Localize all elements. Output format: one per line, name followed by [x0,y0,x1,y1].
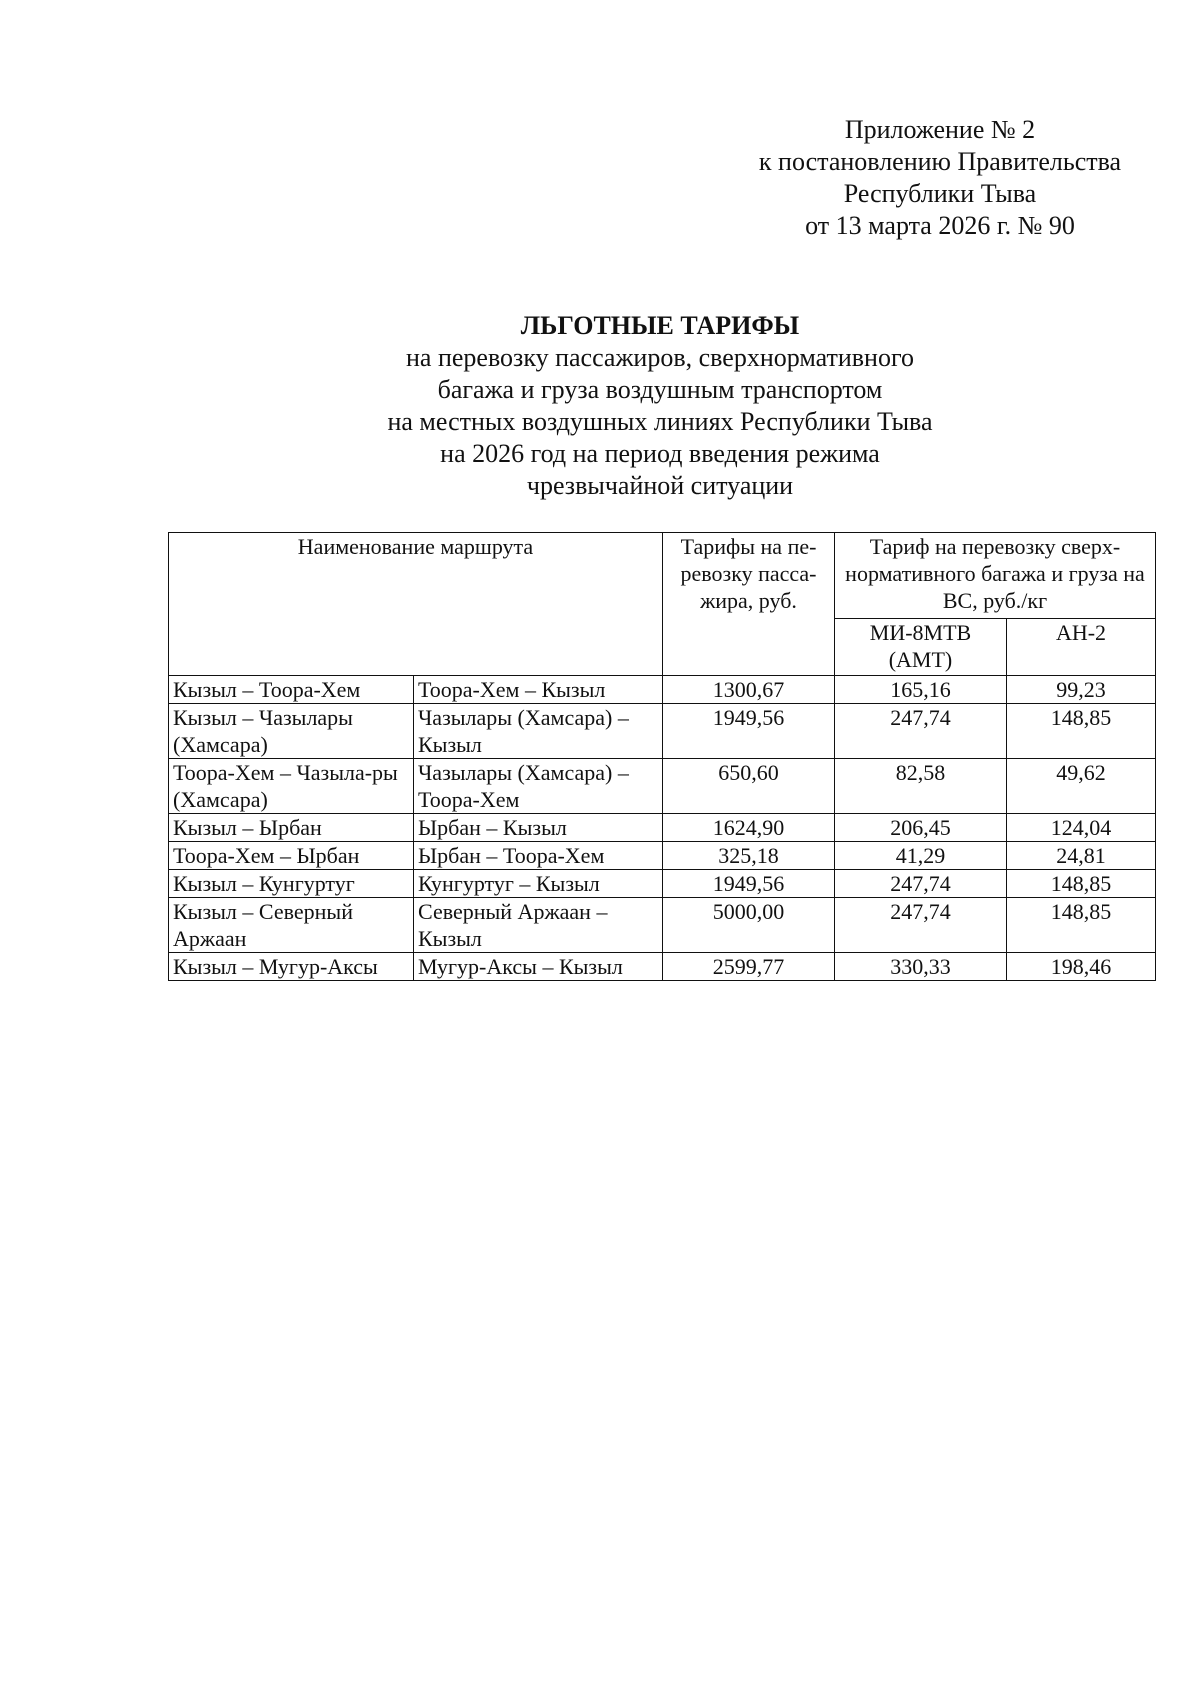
route-from: Кызыл – Мугур-Аксы [169,953,414,981]
header-passenger-tariff: Тарифы на пе-ревозку пасса-жира, руб. [663,533,835,676]
table-row [169,759,1156,814]
appendix-resolution: к постановлению Правительства [758,147,1122,176]
route-from: Кызыл – Северный Аржаан [169,898,414,953]
route-from: Кызыл – Тоора-Хем [169,676,414,704]
route-to: Ырбан – Кызыл [414,814,663,842]
title-line-1: на перевозку пассажиров, сверхнормативного [406,343,914,372]
appendix-number: Приложение № 2 [844,115,1036,144]
mi8-tariff: 165,16 [835,676,1007,704]
header-mi8: МИ-8МТВ (АМТ) [835,619,1007,676]
mi8-tariff: 82,58 [835,759,1007,814]
an2-tariff: 148,85 [1007,898,1156,953]
appendix-date: от 13 марта 2026 г. № 90 [805,211,1075,240]
passenger-tariff: 1300,67 [663,676,835,704]
table-row [169,898,1156,953]
appendix-header [740,114,1140,242]
tariffs-table [168,532,1156,981]
table-row [169,676,1156,704]
mi8-tariff: 206,45 [835,814,1007,842]
route-from: Кызыл – Кунгуртуг [169,870,414,898]
mi8-tariff: 247,74 [835,704,1007,759]
route-to: Тоора-Хем – Кызыл [414,676,663,704]
an2-tariff: 124,04 [1007,814,1156,842]
route-to: Кунгуртуг – Кызыл [414,870,663,898]
an2-tariff: 148,85 [1007,870,1156,898]
mi8-tariff: 41,29 [835,842,1007,870]
title-line-3: на местных воздушных линиях Республики Тыва [387,407,933,436]
an2-tariff: 198,46 [1007,953,1156,981]
passenger-tariff: 2599,77 [663,953,835,981]
table-row [169,704,1156,759]
route-to: Чазылары (Хамсара) – Кызыл [414,704,663,759]
header-cargo-tariff: Тариф на перевозку сверх-нормативного багажа и груза на ВС, руб./кг [835,533,1156,619]
table-row [169,842,1156,870]
route-from: Кызыл – Ырбан [169,814,414,842]
passenger-tariff: 1624,90 [663,814,835,842]
header-route-name: Наименование маршрута [169,533,663,676]
an2-tariff: 24,81 [1007,842,1156,870]
table-row [169,870,1156,898]
route-to: Ырбан – Тоора-Хем [414,842,663,870]
route-from: Кызыл – Чазылары (Хамсара) [169,704,414,759]
route-to: Северный Аржаан – Кызыл [414,898,663,953]
appendix-republic: Республики Тыва [843,179,1037,208]
title-line-5: чрезвычайной ситуации [526,471,794,500]
passenger-tariff: 1949,56 [663,704,835,759]
title-line-2: багажа и груза воздушным транспортом [437,375,883,404]
header-an2: АН-2 [1007,619,1156,676]
an2-tariff: 99,23 [1007,676,1156,704]
mi8-tariff: 247,74 [835,898,1007,953]
passenger-tariff: 1949,56 [663,870,835,898]
passenger-tariff: 650,60 [663,759,835,814]
passenger-tariff: 325,18 [663,842,835,870]
mi8-tariff: 330,33 [835,953,1007,981]
an2-tariff: 49,62 [1007,759,1156,814]
mi8-tariff: 247,74 [835,870,1007,898]
document-title [160,310,1160,502]
an2-tariff: 148,85 [1007,704,1156,759]
route-to: Чазылары (Хамсара) – Тоора-Хем [414,759,663,814]
title-line-4: на 2026 год на период введения режима [440,439,880,468]
route-from: Тоора-Хем – Чазыла-ры (Хамсара) [169,759,414,814]
table-row [169,814,1156,842]
passenger-tariff: 5000,00 [663,898,835,953]
route-to: Мугур-Аксы – Кызыл [414,953,663,981]
table-row [169,953,1156,981]
route-from: Тоора-Хем – Ырбан [169,842,414,870]
title-main: ЛЬГОТНЫЕ ТАРИФЫ [520,311,800,340]
